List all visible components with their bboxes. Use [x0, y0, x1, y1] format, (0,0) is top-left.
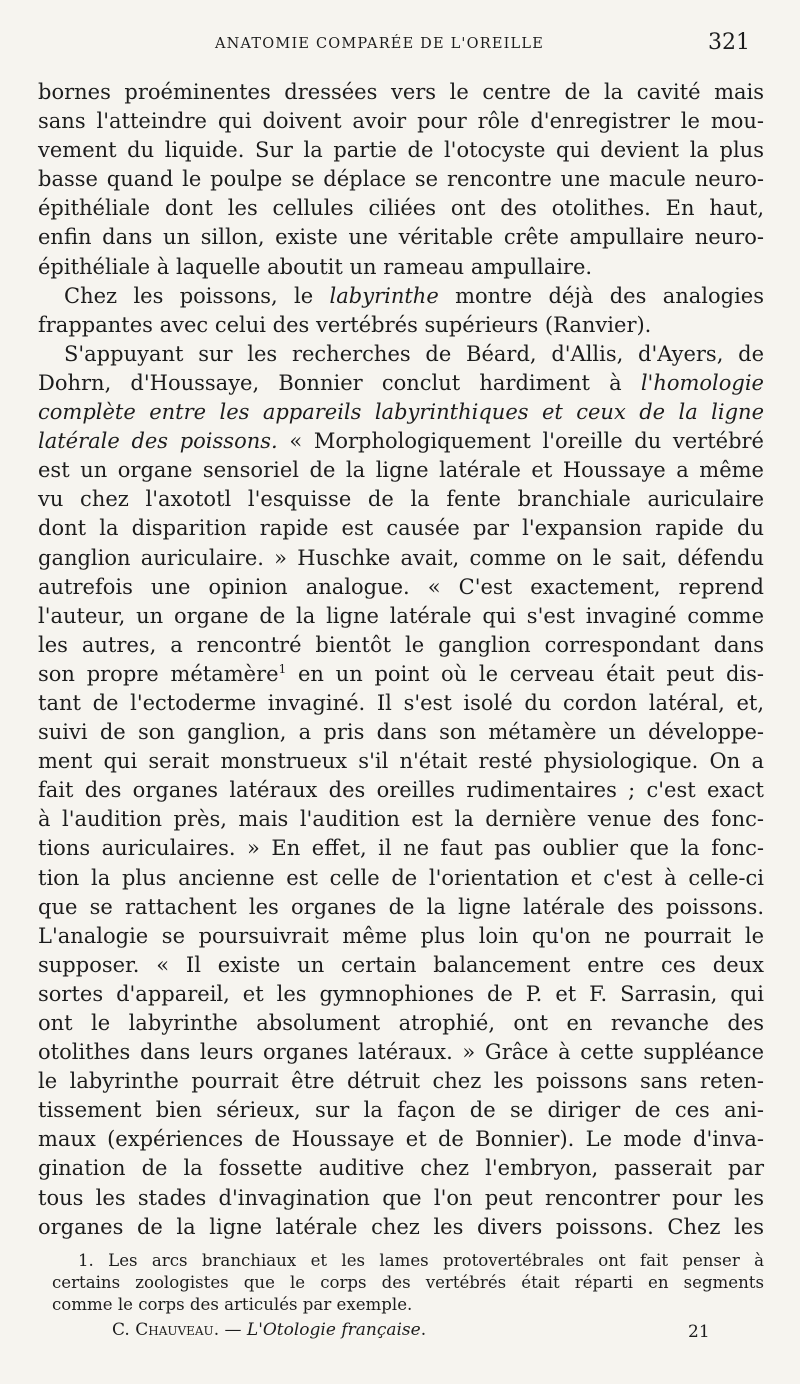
text-line: les autres, a rencontré bientôt le ganglion correspondant dans	[38, 632, 764, 657]
author-name: Chauveau	[135, 1320, 214, 1340]
text-line: l'auteur, un organe de la ligne latérale qui s'est invaginé comme	[38, 603, 764, 628]
title-end: .	[420, 1320, 427, 1340]
text-line: vu chez l'axototl l'esquisse de la fente branchiale auriculaire	[38, 487, 764, 512]
footnote-line: 1. Les arcs branchiaux et les lames protovertébrales ont fait penser à	[78, 1251, 764, 1270]
text-line: tissement bien sérieux, sur la façon de se diriger de ces ani-	[38, 1098, 764, 1123]
text-line: vement du liquide. Sur la partie de l'otocyste qui devient la plus	[38, 138, 764, 163]
footnote-line: comme le corps des articulés par exemple.	[52, 1295, 413, 1314]
text-segment: son propre métamère	[38, 661, 279, 686]
author-initial: C.	[112, 1320, 136, 1340]
text-line: basse quand le poulpe se déplace se rencontre une macule neuro-	[38, 167, 764, 192]
text-line: tous les stades d'invagination que l'on peut rencontrer pour les	[38, 1185, 764, 1210]
text-line: fait des organes latéraux des oreilles rudimentaires ; c'est exact	[38, 778, 764, 803]
text-line: tion la plus ancienne est celle de l'orientation et c'est à celle-ci	[38, 865, 764, 890]
text-segment: montre déjà des analogies	[438, 283, 765, 308]
signature-line	[112, 1318, 712, 1342]
page-header	[0, 30, 800, 64]
footnote-line: certains zoologistes que le corps des vertébrés était réparti en segments	[52, 1273, 764, 1292]
text-line: suivi de son ganglion, a pris dans son métamère un développe-	[38, 720, 764, 745]
text-line: épithéliale dont les cellules ciliées ont des otolithes. En haut,	[38, 196, 764, 221]
text-segment: Chez les poissons, le	[64, 283, 330, 308]
text-line: maux (expériences de Houssaye et de Bonnier). Le mode d'inva-	[38, 1127, 764, 1152]
running-head: ANATOMIE COMPARÉE DE L'OREILLE	[215, 36, 544, 52]
footnote	[52, 1250, 764, 1316]
text-line: sans l'atteindre qui doivent avoir pour rôle d'enregistrer le mou-	[38, 109, 764, 134]
text-line: S'appuyant sur les recherches de Béard, d'Allis, d'Ayers, de	[64, 341, 764, 366]
text-segment: en un point où le cerveau était peut dis-	[286, 661, 764, 686]
text-line: frappantes avec celui des vertébrés supérieurs (Ranvier).	[38, 312, 652, 337]
text-line: ganglion auriculaire. » Huschke avait, comme on le sait, défendu	[38, 545, 764, 570]
text-segment: « Morphologiquement l'oreille du vertébré	[277, 429, 764, 454]
italic-segment: latérale des poissons.	[38, 429, 278, 454]
italic-segment: complète entre les appareils labyrinthiques et ceux de la ligne	[38, 400, 764, 425]
signature-separator: . —	[213, 1320, 247, 1340]
italic-segment: l'homologie	[640, 370, 764, 395]
footnote-ref: 1	[278, 661, 287, 676]
text-line: que se rattachent les organes de la ligne latérale des poissons.	[38, 894, 764, 919]
body-text	[38, 78, 764, 1242]
text-line: ment qui serait monstrueux s'il n'était resté physiologique. On a	[38, 749, 764, 774]
book-title: L'Otologie française	[246, 1320, 421, 1340]
sheet-number: 21	[688, 1322, 710, 1342]
text-line: otolithes dans leurs organes latéraux. » Grâce à cette suppléance	[38, 1040, 764, 1065]
text-line: dont la disparition rapide est causée par l'expansion rapide du	[38, 516, 764, 541]
text-line: bornes proéminentes dressées vers le centre de la cavité mais	[38, 80, 764, 104]
text-line: tions auriculaires. » En effet, il ne faut pas oublier que la fonc-	[38, 836, 764, 861]
italic-segment: labyrinthe	[329, 283, 439, 308]
text-line: ont le labyrinthe absolument atrophié, ont en revanche des	[38, 1011, 764, 1035]
text-line: tant de l'ectoderme invaginé. Il s'est isolé du cordon latéral, et,	[38, 690, 764, 715]
text-line: gination de la fossette auditive chez l'embryon, passerait par	[38, 1156, 764, 1181]
text-line: à l'audition près, mais l'audition est la dernière venue des fonc-	[38, 807, 764, 832]
text-line	[38, 282, 764, 311]
text-line	[38, 660, 764, 689]
text-segment: Dohrn, d'Houssaye, Bonnier conclut hardiment à	[38, 370, 641, 395]
page-number: 321	[708, 30, 750, 55]
text-line	[38, 369, 764, 398]
text-line: organes de la ligne latérale chez les divers poissons. Chez les	[38, 1214, 764, 1239]
text-line: supposer. « Il existe un certain balancement entre ces deux	[38, 952, 764, 977]
text-line: sortes d'appareil, et les gymnophiones de P. et F. Sarrasin, qui	[38, 981, 764, 1006]
text-line	[38, 427, 764, 456]
text-line: autrefois une opinion analogue. « C'est exactement, reprend	[38, 574, 764, 599]
text-line: enfin dans un sillon, existe une véritable crête ampullaire neuro-	[38, 225, 764, 250]
text-line: le labyrinthe pourrait être détruit chez les poissons sans reten-	[38, 1069, 764, 1094]
text-line: L'analogie se poursuivrait même plus loin qu'on ne pourrait le	[38, 923, 764, 948]
text-line: épithéliale à laquelle aboutit un rameau ampullaire.	[38, 254, 593, 279]
text-line	[38, 398, 764, 427]
text-line: est un organe sensoriel de la ligne latérale et Houssaye a même	[38, 458, 764, 483]
